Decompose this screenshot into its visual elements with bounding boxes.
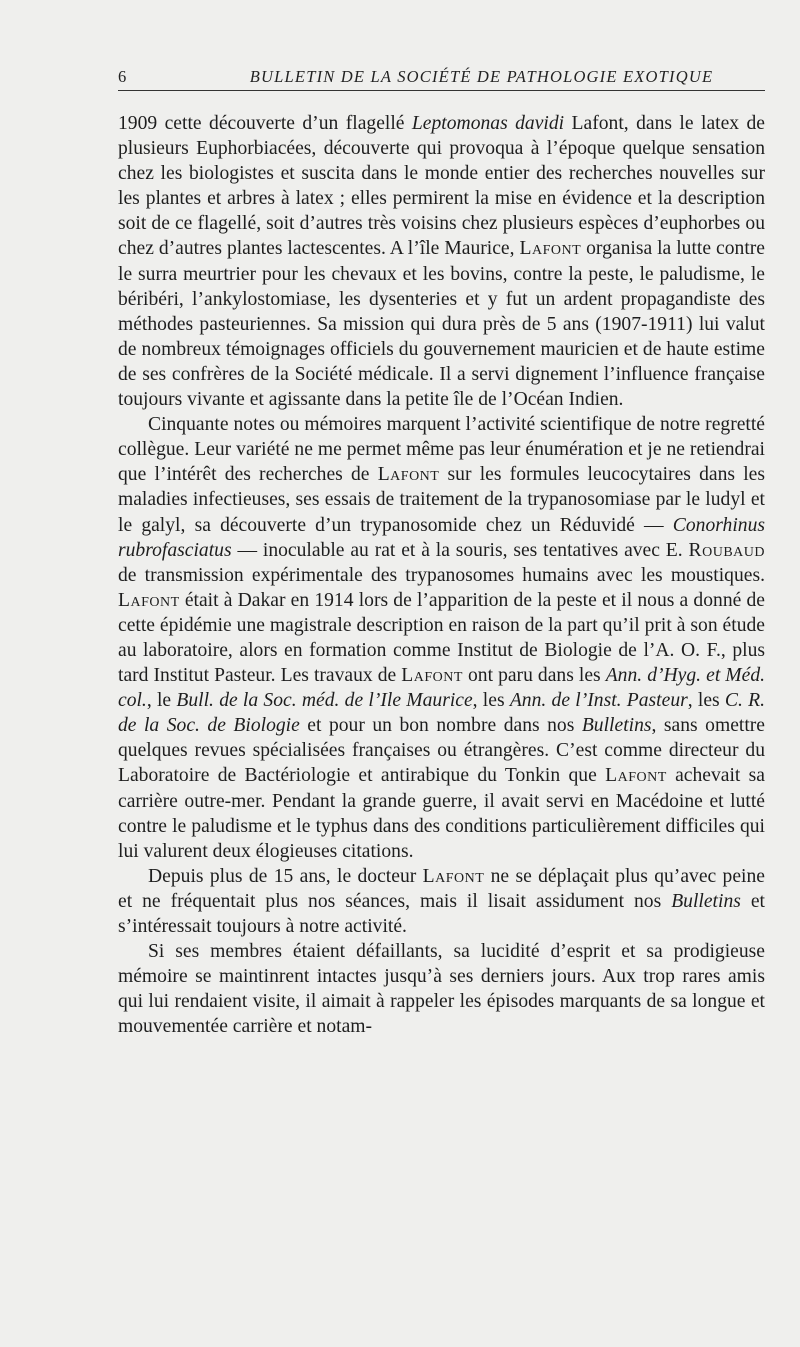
text-run: ne se déplaçait plus qu’avec peine et ne fréquentait plus nos séances, mais il lisait assidument nos (118, 865, 765, 912)
journal-title: Bulletins (671, 890, 741, 912)
text-run: 1909 cette découverte d’un flagellé (118, 113, 412, 134)
paragraph-2 (118, 412, 765, 864)
text-run: Si ses membres étaient défaillants, sa lucidité d’esprit et sa prodigieuse mémoire se maintinrent intactes jusqu’à ses derniers jours. Aux trop rares amis qui lui rendaient visite, il aimait à rappeler les épisodes marquants de sa longue et mouvementée carrière et notam- (118, 941, 765, 1038)
author-name: Lafont (422, 865, 485, 887)
text-run: et s’intéressait toujours à notre activité. (118, 890, 765, 937)
text-run: organisa la lutte contre le surra meurtrier pour les chevaux et les bovins, contre la peste, le paludisme, le béribéri, l’ankylostomiase, les dysenteries et y fut un ardent propagandiste des méthodes pasteuriennes. Sa mission qui dura près de 5 ans (1907-1911) lui valut de nombreux témoignages officiels du gouvernement mauricien et de haute estime de ses confrères de la Société médicale. Il a servi dignement l’influence française toujours vivante et agissante dans la petite île de l’Océan Indien. (118, 238, 765, 411)
journal-title: Bull. de la Soc. méd. de l’Ile Maurice (176, 690, 473, 712)
page-number: 6 (118, 67, 128, 86)
author-name: Lafont (118, 589, 180, 611)
text-run: , sans omettre quelques revues spécialisées françaises ou étrangères. C’est comme directeur du Laboratoire de Bactériologie et antirabique du Tonkin que (118, 715, 765, 787)
author-name: Roubaud (688, 539, 765, 561)
text-run: et pour un bon nombre dans nos (299, 715, 582, 737)
text-run: Lafont, dans le latex de plusieurs Euphorbiacées, découverte qui provoqua à l’époque quelque sensation chez les biologistes et suscita dans le monde entier des recherches nouvelles sur les plantes et arbres à latex ; elles permirent la mise en évidence et la description soit de ce flagellé, soit d’autres très voisins chez plusieurs espèces d’euphorbes ou chez d’autres plantes lactescentes. A l’île Maurice, (118, 113, 765, 260)
text-run: ont paru dans les (462, 665, 606, 687)
paragraph-1 (118, 111, 765, 412)
text-run: , les (472, 690, 510, 712)
journal-title: Bulletins (581, 715, 652, 737)
page (118, 60, 765, 1340)
text-run: Depuis plus de 15 ans, le docteur (148, 865, 423, 887)
text-run: , le (146, 690, 177, 712)
author-name: Lafont (519, 238, 582, 260)
running-title: BULLETIN DE LA SOCIÉTÉ DE PATHOLOGIE EXOTIQUE (249, 67, 714, 86)
journal-title: C. R. de la Soc. de Biologie (118, 690, 766, 737)
text-run: Cinquante notes ou mémoires marquent l’activité scientifique de notre regretté collègue. Leur variété ne me permet même pas leur énumération et je ne retiendrai que l’intérêt des recherches de (118, 414, 765, 486)
paragraph-3 (118, 864, 765, 939)
article-body (118, 111, 765, 1039)
text-run: de transmission expérimentale des trypanosomes humains avec les moustiques. (118, 564, 765, 586)
paragraph-4 (118, 939, 765, 1039)
journal-title: Ann. d’Hyg. et Méd. col. (118, 665, 766, 712)
author-name: Lafont (377, 464, 440, 486)
journal-title: Ann. de l’Inst. Pasteur (509, 690, 688, 712)
text-run: achevait sa carrière outre-mer. Pendant la grande guerre, il avait servi en Macédoine et lutté contre le paludisme et le typhus dans des conditions particulièrement difficiles qui lui valurent deux élogieuses citations. (118, 765, 765, 862)
species-name: Conorhinus rubrofasciatus (118, 514, 765, 561)
text-run: sur les formules leucocytaires dans les maladies infectieuses, ses essais de traitement de la trypanosomiase par le ludyl et le galyl, sa découverte d’un trypanosomide chez un Réduvidé — (118, 464, 765, 536)
author-name: Lafont (605, 765, 667, 787)
species-name: Leptomonas davidi (411, 113, 565, 134)
text-run: était à Dakar en 1914 lors de l’apparition de la peste et il nous a donné de cette épidémie une magistrale description en raison de la part qu’il prit à son étude au laboratoire, alors en formation comme Institut de Biologie de l’A. O. F., plus tard Institut Pasteur. Les travaux de (118, 589, 765, 687)
author-name: Lafont (401, 665, 463, 687)
running-header (118, 60, 765, 91)
text-run: , les (687, 690, 725, 712)
text-run: — inoculable au rat et à la souris, ses tentatives avec E. (231, 539, 689, 561)
